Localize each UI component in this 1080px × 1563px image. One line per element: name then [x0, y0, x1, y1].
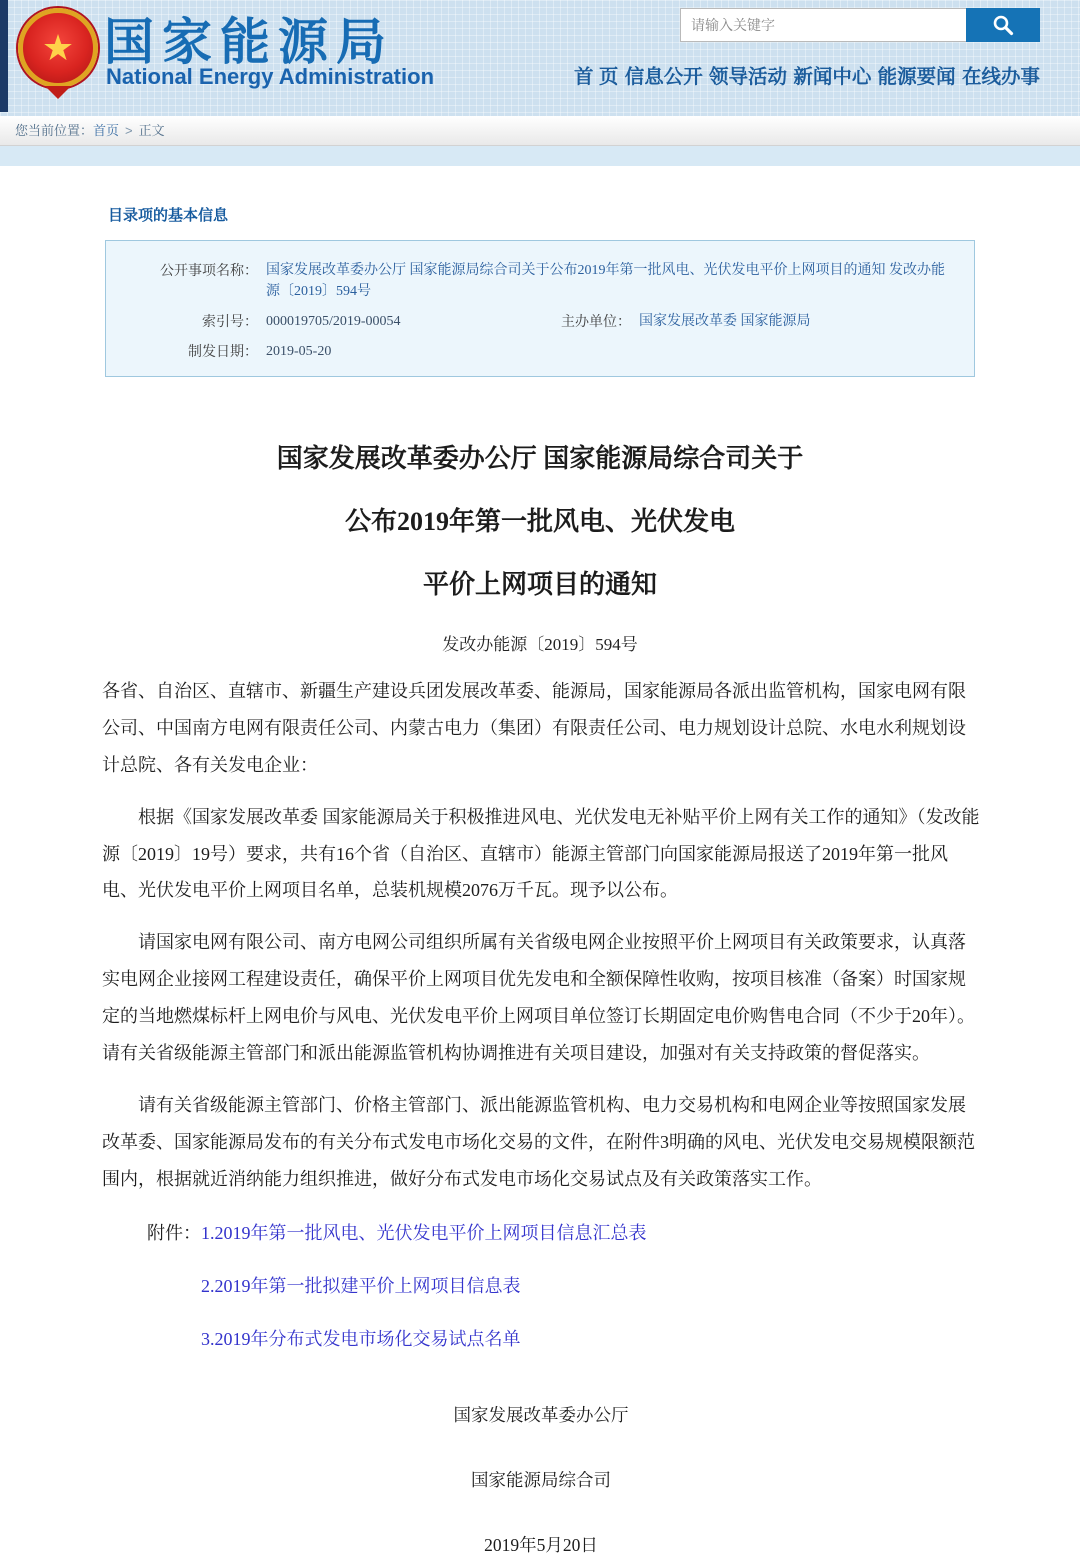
catalog-date-value: 2019-05-20 [266, 341, 347, 362]
catalog-info-heading: 目录项的基本信息 [108, 204, 1080, 225]
document-title-line-1: 国家发展改革委办公厅 国家能源局综合司关于 [0, 441, 1080, 477]
catalog-name-value: 国家发展改革委办公厅 国家能源局综合司关于公布2019年第一批风电、光伏发电平价上网项目的通知 发改办能源〔2019〕594号 [266, 260, 974, 302]
national-emblem-icon [14, 8, 102, 104]
star-icon: ★ [18, 8, 98, 88]
signature-agency-1: 国家发展改革委办公厅 [102, 1398, 980, 1434]
site-title-english: National Energy Administration [106, 64, 434, 90]
search-icon [991, 13, 1015, 37]
search-input[interactable] [680, 8, 966, 42]
attachment-link-3[interactable]: 3.2019年分布式发电市场化交易试点名单 [201, 1329, 521, 1349]
document-body [102, 673, 980, 1563]
document-title-line-2: 公布2019年第一批风电、光伏发电 [0, 504, 1080, 540]
signature-date: 2019年5月20日 [102, 1528, 980, 1563]
search-button[interactable] [966, 8, 1040, 42]
catalog-row-name [106, 260, 974, 302]
nav-item-leader-activities[interactable]: 领导活动 [709, 61, 787, 89]
catalog-name-label: 公开事项名称： [106, 260, 258, 280]
nav-item-info-disclosure[interactable]: 信息公开 [625, 61, 703, 89]
header-bottom-strip [0, 146, 1080, 166]
catalog-index-value: 000019705/2019-00054 [266, 311, 516, 332]
catalog-date-label: 制发日期： [106, 341, 258, 361]
catalog-row-date [106, 341, 974, 362]
attachment-link-2[interactable]: 2.2019年第一批拟建平价上网项目信息表 [201, 1276, 521, 1296]
main-navigation [574, 60, 1040, 90]
emblem-ribbon [45, 86, 71, 99]
paragraph-market-trading: 请有关省级能源主管部门、价格主管部门、派出能源监管机构、电力交易机构和电网企业等按照国家发展改革委、国家能源局发布的有关分布式发电市场化交易的文件，在附件3明确的风电、光伏发电交易规模限额范围内，根据就近消纳能力组织推进，做好分布式发电市场化交易试点及有关政策落实工作。 [102, 1087, 980, 1198]
paragraph-grid-requirements: 请国家电网有限公司、南方电网公司组织所属有关省级电网企业按照平价上网项目有关政策要求，认真落实电网企业接网工程建设责任，确保平价上网项目优先发电和全额保障性收购，按项目核准（备案）时国家规定的当地燃煤标杆上网电价与风电、光伏发电平价上网项目单位签订长期固定电价购售电合同（不少于20年）。请有关省级能源主管部门和派出能源监管机构协调推进有关项目建设，加强对有关支持政策的督促落实。 [102, 924, 980, 1072]
breadcrumb-home-link[interactable]: 首页 [93, 123, 119, 138]
site-logo[interactable] [12, 6, 482, 110]
document-title [0, 441, 1080, 603]
catalog-info-box [105, 240, 975, 377]
attachments-label: 附件： [147, 1223, 201, 1243]
attachment-row-1 [102, 1222, 980, 1245]
nav-item-news-center[interactable]: 新闻中心 [793, 61, 871, 89]
breadcrumb [0, 116, 1080, 146]
page-content [0, 166, 1080, 1563]
catalog-row-index-org [106, 311, 974, 332]
catalog-org-label: 主办单位： [516, 311, 631, 331]
site-search [680, 8, 1040, 42]
nav-item-energy-news[interactable]: 能源要闻 [878, 61, 956, 89]
document-title-line-3: 平价上网项目的通知 [0, 567, 1080, 603]
breadcrumb-separator: > [125, 123, 133, 138]
breadcrumb-current: 正文 [139, 123, 165, 138]
attachment-row-2 [102, 1275, 980, 1298]
attachment-link-1[interactable]: 1.2019年第一批风电、光伏发电平价上网项目信息汇总表 [201, 1223, 647, 1243]
document-article [0, 441, 1080, 1563]
attachments-section [102, 1222, 980, 1352]
attachment-row-3 [102, 1328, 980, 1351]
nav-item-online-services[interactable]: 在线办事 [962, 61, 1040, 89]
header-left-strip [0, 0, 8, 112]
breadcrumb-prefix: 您当前位置： [15, 123, 93, 138]
catalog-index-label: 索引号： [106, 311, 258, 331]
paragraph-recipients: 各省、自治区、直辖市、新疆生产建设兵团发展改革委、能源局，国家能源局各派出监管机构，国家电网有限公司、中国南方电网有限责任公司、内蒙古电力（集团）有限责任公司、电力规划设计总院、水电水利规划设计总院、各有关发电企业： [102, 673, 980, 784]
site-header [0, 0, 1080, 116]
signature-agency-2: 国家能源局综合司 [102, 1463, 980, 1499]
document-number: 发改办能源〔2019〕594号 [0, 630, 1080, 655]
paragraph-basis: 根据《国家发展改革委 国家能源局关于积极推进风电、光伏发电无补贴平价上网有关工作的通知》（发改能源〔2019〕19号）要求，共有16个省（自治区、直辖市）能源主管部门向国家能源局报送了2019年第一批风电、光伏发电平价上网项目名单，总装机规模2076万千瓦。现予以公布。 [102, 799, 980, 910]
signature-block [102, 1398, 980, 1563]
catalog-org-value: 国家发展改革委 国家能源局 [639, 311, 827, 332]
nav-item-home[interactable]: 首 页 [574, 61, 618, 89]
site-title: 国家能源局 [104, 2, 394, 74]
